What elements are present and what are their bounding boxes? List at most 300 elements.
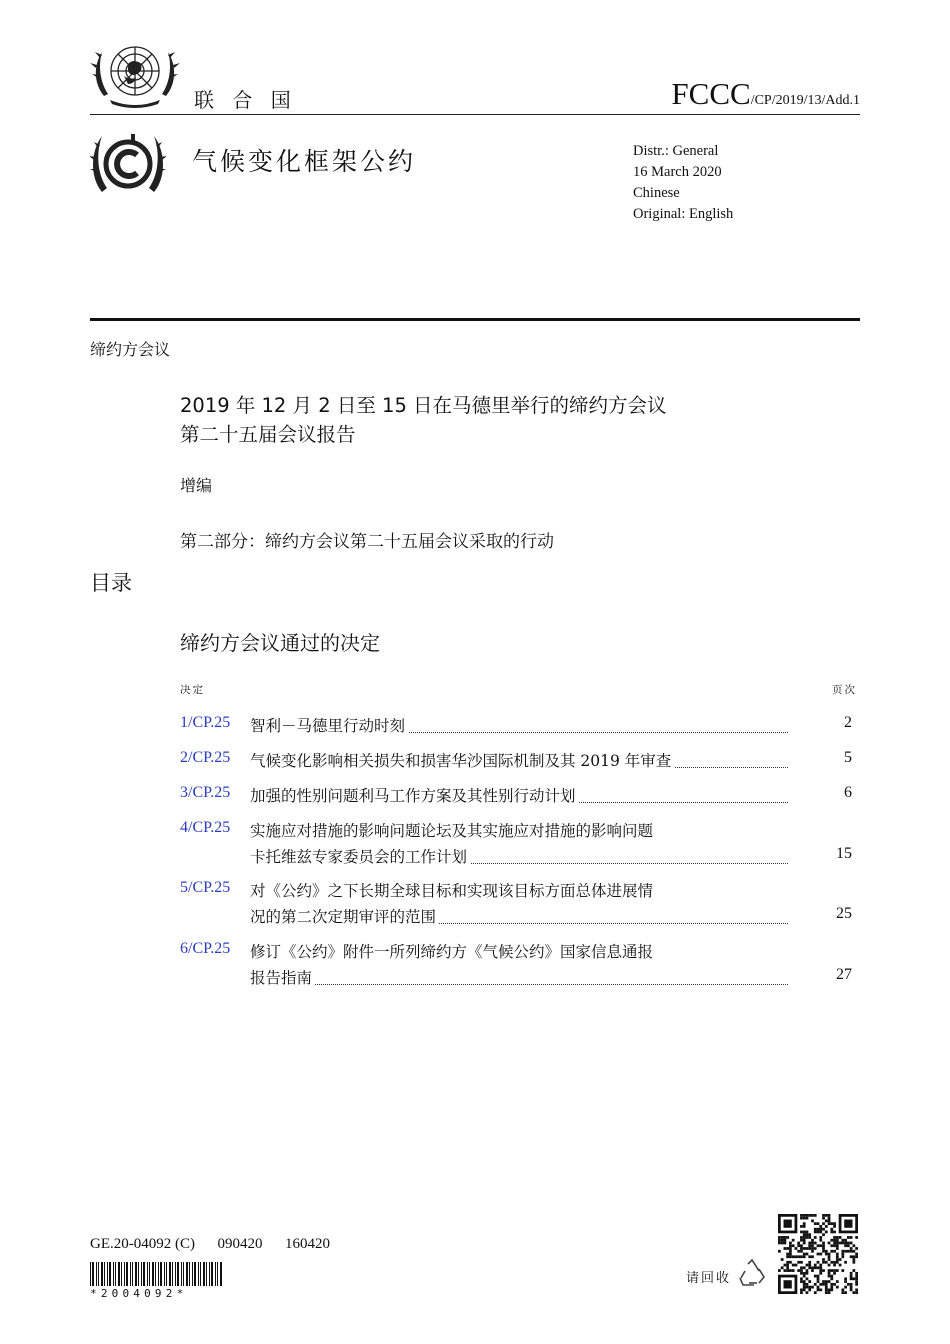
qr-module — [830, 1228, 833, 1231]
qr-module — [852, 1261, 855, 1264]
barcode-bar — [101, 1262, 103, 1286]
qr-module — [803, 1231, 806, 1234]
qr-module — [806, 1253, 809, 1256]
qr-module — [800, 1239, 803, 1242]
qr-module — [814, 1242, 817, 1245]
qr-module — [789, 1242, 792, 1245]
barcode-bar — [135, 1262, 137, 1286]
qr-module — [808, 1261, 811, 1264]
qr-module — [822, 1261, 825, 1264]
qr-module — [844, 1261, 847, 1264]
toc-title-line — [250, 905, 788, 927]
barcode-bar — [152, 1262, 154, 1286]
qr-module — [825, 1220, 828, 1223]
barcode-bar — [209, 1262, 210, 1286]
toc-title-text: 实施应对措施的影响问题论坛及其实施应对措施的影响问题 — [250, 822, 656, 840]
barcode-bar — [118, 1262, 120, 1286]
qr-module — [817, 1261, 820, 1264]
qr-module — [800, 1291, 803, 1294]
barcode-bar — [186, 1262, 188, 1286]
qr-module — [808, 1255, 811, 1258]
qr-module — [806, 1233, 809, 1236]
qr-module — [806, 1264, 809, 1267]
qr-module — [825, 1231, 828, 1234]
distr-language: Chinese — [633, 185, 680, 201]
qr-module — [811, 1269, 814, 1272]
qr-module — [784, 1264, 787, 1267]
qr-module — [841, 1239, 844, 1242]
report-title-line1: 2019 年 12 月 2 日至 15 日在马德里举行的缔约方会议 — [180, 394, 667, 417]
toc-row[interactable] — [180, 784, 860, 806]
qr-module — [800, 1244, 803, 1247]
toc-row[interactable] — [180, 940, 860, 988]
qr-module — [797, 1269, 800, 1272]
qr-module — [841, 1255, 844, 1258]
qr-module — [822, 1250, 825, 1253]
toc-symbol-link[interactable]: 6/CP.25 — [180, 940, 231, 957]
qr-module — [789, 1253, 792, 1256]
qr-module — [811, 1286, 814, 1289]
barcode-bar — [164, 1262, 165, 1286]
qr-module — [850, 1236, 853, 1239]
qr-module — [811, 1242, 814, 1245]
toc-symbol-link[interactable]: 5/CP.25 — [180, 879, 231, 896]
toc-title-line — [250, 940, 788, 962]
qr-module — [814, 1283, 817, 1286]
org-name: 联 合 国 — [194, 88, 297, 112]
qr-module — [819, 1225, 822, 1228]
qr-module — [808, 1236, 811, 1239]
qr-module — [789, 1261, 792, 1264]
qr-module — [811, 1244, 814, 1247]
barcode-bar — [115, 1262, 116, 1286]
qr-module — [844, 1250, 847, 1253]
qr-module — [850, 1286, 853, 1289]
qr-module — [803, 1236, 806, 1239]
qr-module — [852, 1255, 855, 1258]
qr-module — [789, 1247, 792, 1250]
qr-module — [806, 1236, 809, 1239]
section-heading: 缔约方会议通过的决定 — [180, 631, 380, 655]
qr-module — [847, 1244, 850, 1247]
barcode-bar — [198, 1262, 199, 1286]
qr-module — [803, 1217, 806, 1220]
qr-module — [814, 1266, 817, 1269]
qr-module — [847, 1242, 850, 1245]
qr-module — [795, 1247, 798, 1250]
qr-module — [855, 1275, 858, 1278]
qr-module — [830, 1286, 833, 1289]
qr-module — [852, 1277, 855, 1280]
barcode-text: *2004092* — [90, 1287, 188, 1300]
toc-title-text: 修订《公约》附件一所列缔约方《气候公约》国家信息通报 — [250, 943, 656, 961]
qr-module — [817, 1253, 820, 1256]
qr-module — [822, 1228, 825, 1231]
qr-module — [814, 1214, 817, 1217]
qr-module — [800, 1288, 803, 1291]
qr-module — [814, 1231, 817, 1234]
toc-page-number: 27 — [836, 966, 852, 983]
qr-module — [814, 1247, 817, 1250]
qr-module — [830, 1222, 833, 1225]
qr-module — [855, 1291, 858, 1294]
qr-module — [830, 1261, 833, 1264]
qr-module — [800, 1225, 803, 1228]
barcode-bar — [215, 1262, 216, 1286]
distr-date: 16 March 2020 — [633, 164, 722, 180]
barcode-bar — [143, 1262, 145, 1286]
qr-module — [808, 1280, 811, 1283]
qr-module — [830, 1244, 833, 1247]
qr-module — [855, 1272, 858, 1275]
qr-module — [778, 1239, 781, 1242]
toc-row[interactable] — [180, 879, 860, 927]
qr-module — [830, 1250, 833, 1253]
qr-module — [836, 1255, 839, 1258]
qr-module — [817, 1266, 820, 1269]
barcode-bar — [124, 1262, 125, 1286]
qr-module — [800, 1266, 803, 1269]
qr-module — [806, 1231, 809, 1234]
qr-module — [792, 1269, 795, 1272]
qr-module — [828, 1288, 831, 1291]
qr-module — [847, 1283, 850, 1286]
qr-module — [830, 1275, 833, 1278]
qr-module — [789, 1255, 792, 1258]
qr-module — [819, 1239, 822, 1242]
toc-title-line — [250, 784, 788, 806]
qr-module — [814, 1264, 817, 1267]
qr-module — [808, 1242, 811, 1245]
qr-module — [825, 1280, 828, 1283]
job-number: GE.20-04092 (C) — [90, 1236, 195, 1252]
qr-module — [828, 1220, 831, 1223]
toc-page-number: 15 — [836, 845, 852, 862]
qr-module — [822, 1247, 825, 1250]
qr-module — [778, 1250, 781, 1253]
symbol-main: FCCC — [671, 76, 751, 111]
distribution-block — [633, 141, 733, 225]
qr-module — [822, 1283, 825, 1286]
barcode-bar — [126, 1262, 128, 1286]
climate-convention-logo-icon — [90, 128, 166, 200]
qr-module — [781, 1239, 784, 1242]
barcode-bar — [220, 1262, 222, 1286]
qr-module — [822, 1214, 825, 1217]
qr-module — [786, 1236, 789, 1239]
qr-module — [836, 1280, 839, 1283]
qr-module — [803, 1286, 806, 1289]
footer-date-1: 090420 — [217, 1236, 263, 1252]
qr-module — [850, 1272, 853, 1275]
qr-module — [806, 1217, 809, 1220]
qr-module — [830, 1277, 833, 1280]
qr-module — [806, 1277, 809, 1280]
qr-module — [806, 1286, 809, 1289]
qr-module — [836, 1261, 839, 1264]
qr-module — [784, 1239, 787, 1242]
qr-module — [806, 1291, 809, 1294]
qr-module — [786, 1269, 789, 1272]
qr-module — [836, 1236, 839, 1239]
barcode-bar — [130, 1262, 131, 1286]
qr-module — [808, 1233, 811, 1236]
qr-module — [828, 1291, 831, 1294]
qr-module — [786, 1266, 789, 1269]
qr-module — [819, 1269, 822, 1272]
qr-module — [825, 1261, 828, 1264]
qr-module — [830, 1269, 833, 1272]
qr-module — [833, 1242, 836, 1245]
qr-module — [786, 1247, 789, 1250]
qr-module — [806, 1247, 809, 1250]
qr-module — [819, 1264, 822, 1267]
qr-module — [800, 1214, 803, 1217]
qr-module — [797, 1244, 800, 1247]
qr-module — [792, 1264, 795, 1267]
qr-module — [836, 1286, 839, 1289]
toc-title-text: 智利－马德里行动时刻 — [250, 717, 408, 735]
qr-module — [817, 1288, 820, 1291]
barcode-bar — [109, 1262, 111, 1286]
qr-module — [803, 1225, 806, 1228]
barcode-bar — [107, 1262, 108, 1286]
toc-title-text: 况的第二次定期审评的范围 — [250, 908, 439, 926]
qr-module — [833, 1236, 836, 1239]
qr-module — [833, 1231, 836, 1234]
qr-module — [841, 1288, 844, 1291]
qr-module — [808, 1214, 811, 1217]
qr-module — [784, 1269, 787, 1272]
qr-module — [797, 1261, 800, 1264]
qr-module — [841, 1253, 844, 1256]
qr-module — [803, 1222, 806, 1225]
qr-module — [825, 1288, 828, 1291]
qr-module — [841, 1242, 844, 1245]
barcode-bar — [90, 1262, 91, 1286]
qr-module — [833, 1272, 836, 1275]
qr-module — [822, 1222, 825, 1225]
qr-code-icon — [778, 1214, 858, 1294]
qr-module — [822, 1269, 825, 1272]
footer-date-2: 160420 — [285, 1236, 330, 1252]
qr-module — [828, 1272, 831, 1275]
header-rule — [90, 114, 860, 115]
qr-module — [833, 1222, 836, 1225]
qr-module — [781, 1236, 784, 1239]
qr-module — [797, 1250, 800, 1253]
qr-module — [844, 1280, 847, 1283]
toc-symbol-link[interactable]: 4/CP.25 — [180, 819, 231, 836]
qr-module — [822, 1233, 825, 1236]
qr-module — [833, 1239, 836, 1242]
qr-module — [811, 1266, 814, 1269]
qr-module — [786, 1264, 789, 1267]
qr-module — [844, 1291, 847, 1294]
qr-module — [797, 1255, 800, 1258]
qr-module — [808, 1264, 811, 1267]
barcode-bar — [113, 1262, 114, 1286]
qr-module — [852, 1269, 855, 1272]
qr-module — [839, 1236, 842, 1239]
toc-title-text: 报告指南 — [250, 969, 315, 987]
barcode-bar — [192, 1262, 193, 1286]
contents-heading: 目录 — [90, 571, 132, 595]
qr-module — [825, 1253, 828, 1256]
part-heading: 第二部分：缔约方会议第二十五届会议采取的行动 — [180, 532, 554, 552]
qr-module — [795, 1264, 798, 1267]
qr-module — [850, 1277, 853, 1280]
toc-title-text: 加强的性别问题利马工作方案及其性别行动计划 — [250, 787, 579, 805]
qr-module — [822, 1217, 825, 1220]
qr-module — [817, 1275, 820, 1278]
toc-symbol-link[interactable]: 3/CP.25 — [180, 784, 231, 801]
barcode-bar — [96, 1262, 97, 1286]
qr-module — [817, 1244, 820, 1247]
toc-row[interactable] — [180, 749, 860, 771]
qr-module — [819, 1244, 822, 1247]
barcode-bar — [172, 1262, 173, 1286]
toc-title-text: 对《公约》之下长期全球目标和实现该目标方面总体进展情 — [250, 882, 656, 900]
qr-module — [784, 1242, 787, 1245]
report-title-line2: 第二十五届会议报告 — [180, 423, 356, 446]
qr-module — [844, 1286, 847, 1289]
qr-module — [825, 1250, 828, 1253]
qr-module — [781, 1258, 784, 1261]
qr-module — [817, 1286, 820, 1289]
qr-module — [803, 1214, 806, 1217]
barcode-bar — [138, 1262, 139, 1286]
barcode-bar — [189, 1262, 190, 1286]
qr-module — [825, 1283, 828, 1286]
qr-module — [803, 1280, 806, 1283]
qr-module — [855, 1288, 858, 1291]
report-title — [180, 391, 667, 449]
qr-module — [852, 1291, 855, 1294]
qr-module — [803, 1233, 806, 1236]
qr-module — [830, 1283, 833, 1286]
qr-module — [850, 1247, 853, 1250]
qr-module — [828, 1264, 831, 1267]
qr-module — [792, 1239, 795, 1242]
qr-module — [836, 1239, 839, 1242]
barcode-bar — [141, 1262, 142, 1286]
qr-module — [814, 1275, 817, 1278]
barcode-bar — [147, 1262, 148, 1286]
barcode-bar — [194, 1262, 196, 1286]
barcode-bar — [166, 1262, 167, 1286]
qr-module — [839, 1242, 842, 1245]
barcode-bar — [160, 1262, 162, 1286]
qr-module — [828, 1275, 831, 1278]
distr-line: Distr.: General — [633, 143, 719, 159]
barcode-bar — [169, 1262, 171, 1286]
qr-module — [819, 1272, 822, 1275]
toc-row[interactable] — [180, 714, 860, 736]
qr-module — [844, 1242, 847, 1245]
qr-module — [806, 1272, 809, 1275]
qr-module — [808, 1286, 811, 1289]
qr-module — [836, 1247, 839, 1250]
qr-module — [833, 1269, 836, 1272]
qr-module — [836, 1253, 839, 1256]
toc-title-line — [250, 966, 788, 988]
qr-module — [808, 1247, 811, 1250]
barcode-bar — [175, 1262, 176, 1286]
qr-module — [792, 1255, 795, 1258]
job-number-line — [90, 1236, 330, 1253]
qr-module — [806, 1214, 809, 1217]
toc-row[interactable] — [180, 819, 860, 867]
qr-module — [850, 1275, 853, 1278]
qr-module — [850, 1288, 853, 1291]
qr-module — [817, 1228, 820, 1231]
qr-module — [844, 1239, 847, 1242]
qr-module — [828, 1269, 831, 1272]
qr-module — [819, 1231, 822, 1234]
barcode-bar — [98, 1262, 99, 1286]
symbol-suffix: /CP/2019/13/Add.1 — [750, 93, 860, 108]
qr-module — [784, 1247, 787, 1250]
qr-module — [786, 1253, 789, 1256]
qr-module — [795, 1255, 798, 1258]
qr-module — [855, 1255, 858, 1258]
qr-module — [800, 1280, 803, 1283]
qr-module — [825, 1291, 828, 1294]
qr-module — [855, 1277, 858, 1280]
toc-symbol-link[interactable]: 2/CP.25 — [180, 749, 231, 766]
body-label: 缔约方会议 — [90, 340, 171, 359]
qr-module — [825, 1286, 828, 1289]
qr-module — [800, 1272, 803, 1275]
qr-module — [819, 1288, 822, 1291]
qr-module — [781, 1242, 784, 1245]
qr-module — [786, 1255, 789, 1258]
qr-module — [803, 1288, 806, 1291]
qr-module — [803, 1275, 806, 1278]
qr-module — [811, 1255, 814, 1258]
title-rule — [90, 318, 860, 321]
qr-module — [855, 1247, 858, 1250]
qr-module — [803, 1247, 806, 1250]
qr-module — [803, 1253, 806, 1256]
barcode-bar — [177, 1262, 179, 1286]
qr-module — [841, 1291, 844, 1294]
qr-module — [803, 1242, 806, 1245]
qr-module — [800, 1261, 803, 1264]
qr-module — [852, 1244, 855, 1247]
qr-module — [822, 1280, 825, 1283]
toc-title-text: 气候变化影响相关损失和损害华沙国际机制及其 2019 年审查 — [250, 752, 674, 770]
barcode-bar — [155, 1262, 156, 1286]
barcode-bar — [149, 1262, 150, 1286]
qr-module — [855, 1280, 858, 1283]
qr-module — [819, 1253, 822, 1256]
barcode-icon — [90, 1262, 222, 1286]
qr-module — [825, 1225, 828, 1228]
qr-module — [811, 1250, 814, 1253]
toc-symbol-link[interactable]: 1/CP.25 — [180, 714, 231, 731]
qr-module — [822, 1242, 825, 1245]
qr-module — [800, 1255, 803, 1258]
column-header-page: 页次 — [832, 684, 857, 696]
qr-module — [814, 1228, 817, 1231]
qr-module — [844, 1220, 852, 1228]
qr-module — [833, 1264, 836, 1267]
qr-module — [789, 1250, 792, 1253]
un-emblem-icon — [90, 38, 180, 112]
qr-module — [833, 1261, 836, 1264]
